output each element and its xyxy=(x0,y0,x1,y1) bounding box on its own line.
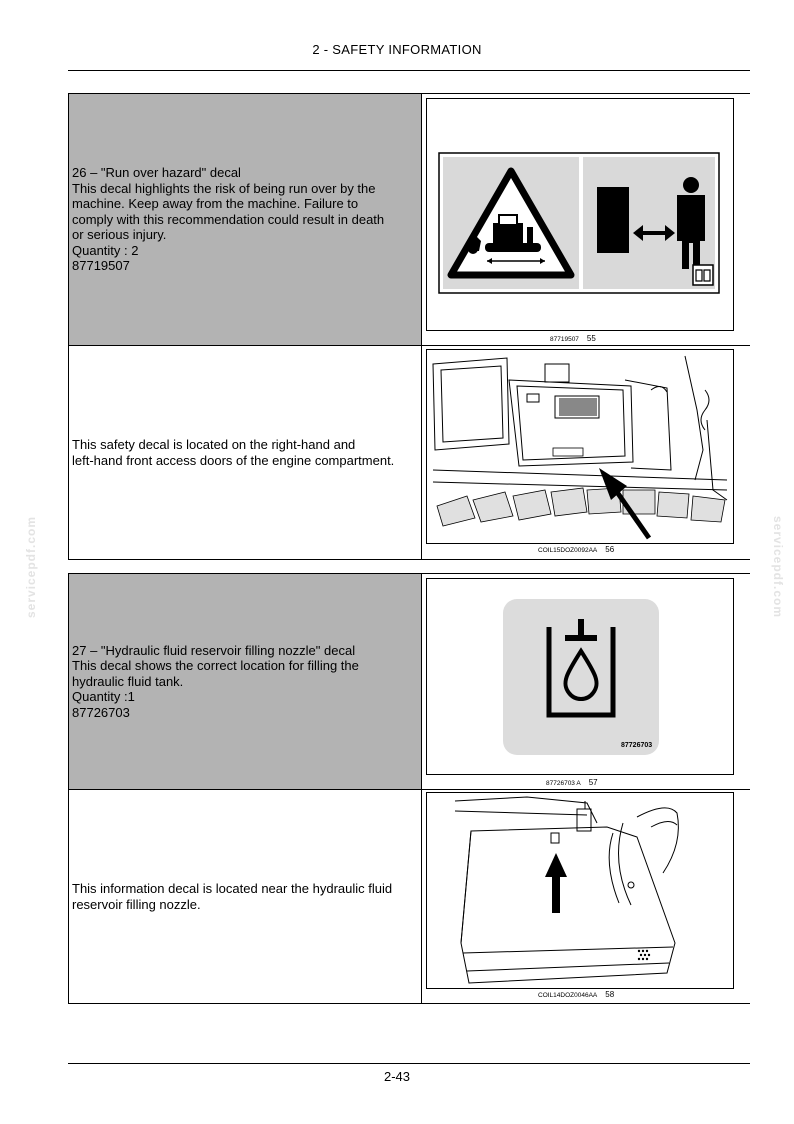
decal-27-location-figure-cell xyxy=(421,790,750,1003)
figure-56-caption xyxy=(538,545,614,554)
decal-27-part-number: 87726703 xyxy=(72,704,130,720)
decal-26-location-figure-cell xyxy=(421,346,750,559)
decal-26-desc-line: comply with this recommendation could result in death xyxy=(72,211,385,227)
decal-26-location-text xyxy=(69,346,421,559)
figure-55-code: 87719507 xyxy=(550,336,579,343)
decal-27-block xyxy=(68,573,750,1004)
engine-door-illustration xyxy=(426,349,734,544)
run-over-decal-image xyxy=(426,98,734,331)
decal-26-location-line: left-hand front access doors of the engine compartment. xyxy=(72,452,395,468)
nozzle-decal-label: 87726703 xyxy=(621,742,653,749)
figure-55-caption xyxy=(550,334,596,343)
hydraulic-reservoir-illustration xyxy=(426,792,734,989)
figure-58-caption xyxy=(538,990,614,999)
track-shoes xyxy=(437,488,725,526)
decal-26-description-row xyxy=(69,94,749,346)
page-number: 2-43 xyxy=(383,1069,411,1084)
decal-26-location-row xyxy=(69,346,749,559)
watermark-left: servicepdf.com xyxy=(24,515,39,619)
header-rule xyxy=(68,70,750,71)
figure-57-code: 87726703 A xyxy=(546,780,581,787)
decal-26-desc-line: or serious injury. xyxy=(72,227,167,243)
figure-55-number: 55 xyxy=(586,334,596,343)
figure-57-number: 57 xyxy=(588,778,598,787)
decal-26-location-line: This safety decal is located on the right-hand and xyxy=(72,436,356,452)
up-arrow-icon xyxy=(545,853,567,913)
door-decal-marker xyxy=(553,448,583,456)
decal-26-part-number: 87719507 xyxy=(72,258,130,274)
figure-57-caption xyxy=(546,778,598,787)
decal-27-quantity: Quantity :1 xyxy=(72,689,135,705)
decal-27-location-text xyxy=(69,790,421,1003)
decal-26-desc-line: machine. Keep away from the machine. Failure to xyxy=(72,196,359,212)
figure-56-number: 56 xyxy=(605,545,615,554)
decal-27-location-line: This information decal is located near the hydraulic fluid xyxy=(72,880,393,896)
decal-26-desc-line: This decal highlights the risk of being run over by the xyxy=(72,180,376,196)
vent-grille xyxy=(638,950,650,960)
watermark-right: servicepdf.com xyxy=(771,515,786,619)
manual-book-icon xyxy=(693,265,713,285)
machine-block-icon xyxy=(597,187,629,253)
decal-26-title: 26 – "Run over hazard" decal xyxy=(72,164,241,180)
decal-26-text xyxy=(69,94,421,345)
decal-27-title: 27 – "Hydraulic fluid reservoir filling nozzle" decal xyxy=(72,642,356,658)
decal-26-quantity: Quantity : 2 xyxy=(72,242,139,258)
decal-27-location-row xyxy=(69,790,749,1003)
footer-rule xyxy=(68,1063,750,1064)
decal-26-figure-cell xyxy=(421,94,750,345)
decal-27-figure-cell xyxy=(421,574,750,789)
decal-27-text xyxy=(69,574,421,789)
decal-27-desc-line: hydraulic fluid tank. xyxy=(72,673,184,689)
decal-27-location-line: reservoir filling nozzle. xyxy=(72,896,201,912)
decal-27-desc-line: This decal shows the correct location for filling the xyxy=(72,658,359,674)
decal-27-description-row xyxy=(69,574,749,790)
page-header: 2 - SAFETY INFORMATION xyxy=(312,42,482,57)
figure-58-number: 58 xyxy=(605,990,615,999)
figure-58-code: COIL14DOZ0046AA xyxy=(538,992,598,999)
hydraulic-nozzle-decal-image xyxy=(426,578,734,775)
decal-26-block xyxy=(68,93,750,560)
figure-56-code: COIL15DOZ0092AA xyxy=(538,547,598,554)
